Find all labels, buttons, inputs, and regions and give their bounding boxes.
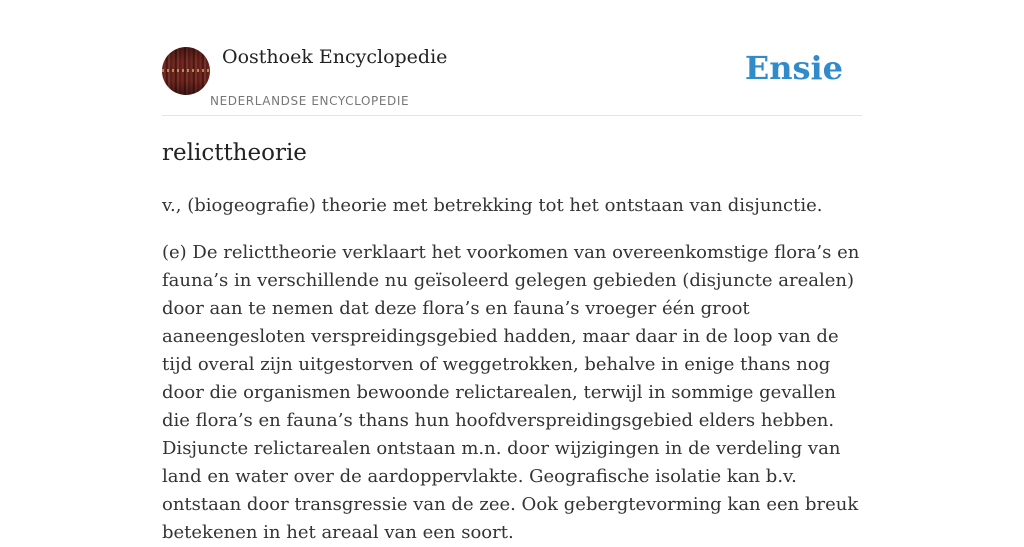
encyclopedia-books-icon[interactable]	[162, 47, 210, 95]
article-headword: relicttheorie	[162, 140, 307, 166]
site-title[interactable]: Oosthoek Encyclopedie	[222, 46, 448, 68]
brand-logo[interactable]: Ensie	[744, 49, 843, 87]
article-definition: v., (biogeografie) theorie met betrekking tot het ontstaan van disjunctie.	[162, 195, 823, 216]
site-subtitle: NEDERLANDSE ENCYCLOPEDIE	[210, 94, 410, 108]
article-body: (e) De relicttheorie verklaart het voorkomen van overeenkomstige flora’s en fauna’s in verschillende nu geïsoleerd gelegen gebieden (disjuncte arealen) door aan te nemen dat deze flora’s en fauna’s vroeger één groot aaneengesloten verspreidingsgebied hadden, maar daar in de loop van de tijd overal zijn uitgestorven of weggetrokken, behalve in enige thans nog door die organismen bewoonde relictarealen, terwijl in sommige gevallen die flora’s en fauna’s thans hun hoofdverspreidingsgebied elders hebben. Disjuncte relictarealen ontstaan m.n. door wijzigingen in de verdeling van land en water over de aardoppervlakte. Geografische isolatie kan b.v. ontstaan door transgressie van de zee. Ook gebergtevorming kan een breuk betekenen in het areaal van een soort.	[162, 242, 860, 543]
site-header	[162, 44, 862, 116]
